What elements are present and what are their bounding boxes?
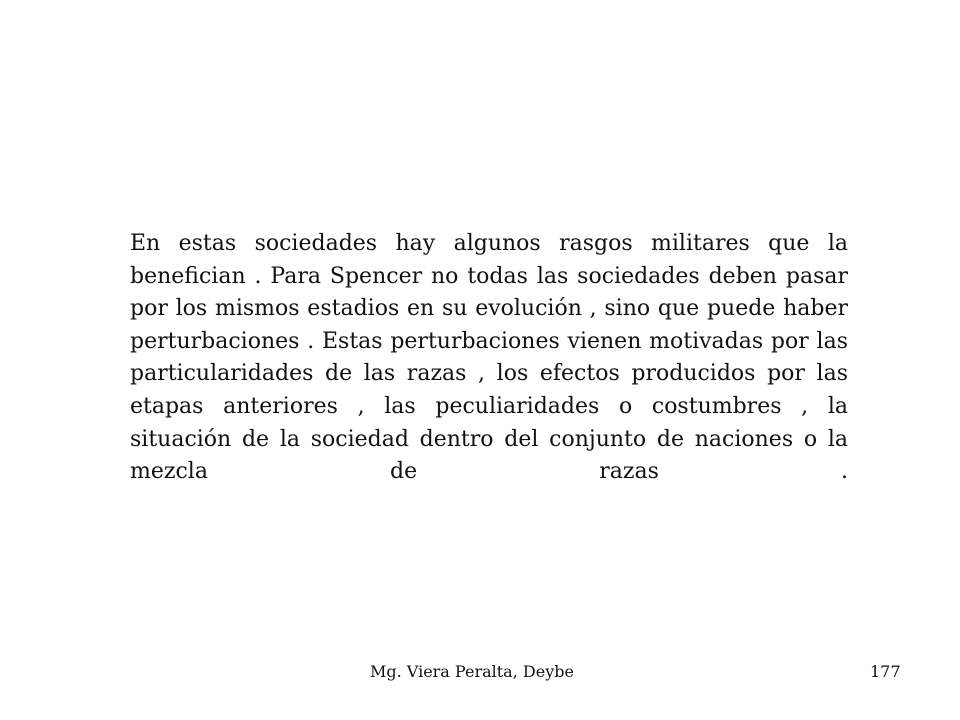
body-paragraph: En estas sociedades hay algunos rasgos militares que la benefician . Para Spencer no todas las sociedades deben pasar por los mismos estadios en su evolución , sino que puede haber perturbaciones . Estas perturbaciones vienen motivadas por las particularidades de las razas , los efectos producidos por las etapas anteriores , las peculiaridades o costumbres , la situación de la sociedad dentro del conjunto de naciones o la mezcla de razas . bbox=[130, 231, 848, 485]
page-number: 177 bbox=[870, 662, 901, 681]
footer-author: Mg. Viera Peralta, Deybe bbox=[370, 662, 574, 681]
